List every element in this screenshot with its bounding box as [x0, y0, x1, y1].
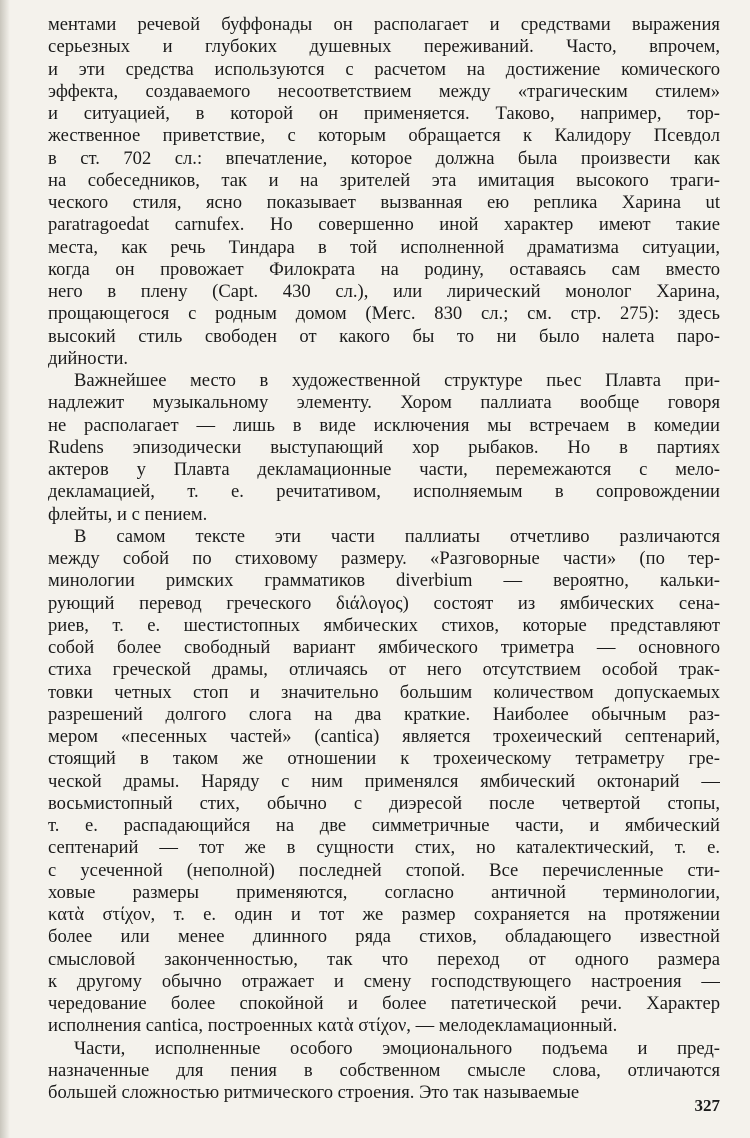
- text-line: минологии римских грамматиков diverbium — вероятно, кальки-: [48, 570, 720, 592]
- paragraph: [48, 1038, 720, 1105]
- text-line: места, как речь Тиндара в той исполненной драматизма ситуации,: [48, 236, 720, 258]
- text-line: ховые размеры применяются, согласно античной терминологии,: [48, 881, 720, 903]
- page-gutter-shadow: [0, 0, 10, 1138]
- text-line: между собой по стиховому размеру. «Разговорные части» (по тер-: [48, 548, 720, 569]
- text-line: прощающегося с родным домом (Merc. 830 сл.; см. стр. 275): здесь: [48, 303, 720, 325]
- paragraph: [48, 526, 720, 1038]
- text-line: высокий стиль свободен от какого бы то ни было налета паро-: [48, 325, 720, 347]
- text-line: к другому обычно отражает и смену господствующего настроения —: [48, 970, 720, 992]
- text-line: разрешений долгого слога на два краткие. Наиболее обычным раз-: [48, 703, 720, 725]
- text-line: септенарий — тот же в сущности стих, но каталектический, т. е.: [48, 837, 720, 859]
- text-line: когда он провожает Филократа на родину, оставаясь сам вместо: [48, 258, 720, 280]
- text-line: исполнения cantica, построенных κατὰ στίχον, — мелодекламационный.: [48, 1015, 618, 1037]
- text-line: рующий перевод греческого διάλογος) состоят из ямбических сена-: [48, 592, 720, 614]
- text-line: в ст. 702 сл.: впечатление, которое должна была произвести как: [48, 147, 720, 169]
- text-line: эффекта, создаваемого несоответствием между «трагическим стилем»: [48, 80, 720, 102]
- text-line: и ситуацией, в которой он применяется. Таково, например, тор-: [48, 103, 720, 124]
- body-text: [48, 14, 720, 1104]
- text-line: ментами речевой буффонады он располагает и средствами выражения: [48, 14, 720, 35]
- text-line: Части, исполненные особого эмоционального подъема и пред-: [74, 1037, 720, 1059]
- text-line: чередование более спокойной и более патетической речи. Характер: [48, 993, 720, 1014]
- text-line: В самом тексте эти части паллиаты отчетливо различаются: [74, 525, 720, 547]
- text-line: стиха греческой драмы, отличаясь от него отсутствием особой трак-: [48, 659, 720, 681]
- text-line: мером «песенных частей» (cantica) является трохеический септенарий,: [48, 726, 720, 747]
- text-line: с усеченной (неполной) последней стопой. Все перечисленные сти-: [48, 859, 720, 881]
- paragraph: [48, 370, 720, 526]
- text-line: надлежит музыкальному элементу. Хором паллиата вообще говоря: [48, 392, 720, 414]
- text-line: ческой драмы. Наряду с ним применялся ямбический октонарий —: [48, 770, 720, 792]
- text-line: Rudens эпизодически выступающий хор рыбаков. Но в партиях: [48, 436, 720, 458]
- text-line: на собеседников, так и на зрителей эта имитация высокого траги-: [48, 169, 720, 191]
- text-line: paratragoedat carnufex. Но совершенно иной характер имеют такие: [48, 214, 720, 236]
- text-line: ческого стиля, ясно показывает вызванная ею реплика Харина ut: [48, 192, 720, 213]
- page-number: 327: [694, 1096, 720, 1115]
- text-line: него в плену (Capt. 430 сл.), или лирический монолог Харина,: [48, 281, 720, 302]
- text-line: актеров у Плавта декламационные части, перемежаются с мело-: [48, 459, 720, 480]
- text-line: Важнейшее место в художественной структуре пьес Плавта при-: [74, 370, 720, 391]
- text-line: назначенные для пения в собственном смысле слова, отличаются: [48, 1059, 720, 1081]
- text-line: дийности.: [48, 347, 129, 369]
- text-line: жественное приветствие, с которым обращается к Калидору Псевдол: [48, 125, 720, 147]
- paragraph: [48, 14, 720, 370]
- text-line: и эти средства используются с расчетом на достижение комического: [48, 58, 720, 80]
- text-line: т. е. распадающийся на две симметричные части, и ямбический: [48, 815, 720, 836]
- text-line: большей сложностью ритмического строения. Это так называемые: [48, 1082, 580, 1103]
- text-line: собой более свободный вариант ямбического триметра — основного: [48, 637, 720, 658]
- text-line: κατὰ στίχον, т. е. один и тот же размер сохраняется на протяжении: [48, 904, 720, 925]
- text-line: восьмистопный стих, обычно с диэресой после четвертой стопы,: [48, 792, 720, 814]
- text-line: не располагает — лишь в виде исключения мы встречаем в комедии: [48, 414, 720, 436]
- text-line: риев, т. е. шестистопных ямбических стихов, которые представляют: [48, 614, 720, 636]
- text-line: более или менее длинного ряда стихов, обладающего известной: [48, 926, 720, 948]
- text-line: товки четных стоп и значительно большим количеством допускаемых: [48, 681, 720, 703]
- text-line: флейты, и с пением.: [48, 503, 208, 525]
- text-line: смысловой законченностью, так что переход от одного размера: [48, 948, 720, 970]
- text-line: декламацией, т. е. речитативом, исполняемым в сопровождении: [48, 481, 720, 503]
- text-line: серьезных и глубоких душевных переживаний. Часто, впрочем,: [48, 36, 720, 58]
- text-line: стоящий в таком же отношении к трохеическому тетраметру гре-: [48, 748, 720, 770]
